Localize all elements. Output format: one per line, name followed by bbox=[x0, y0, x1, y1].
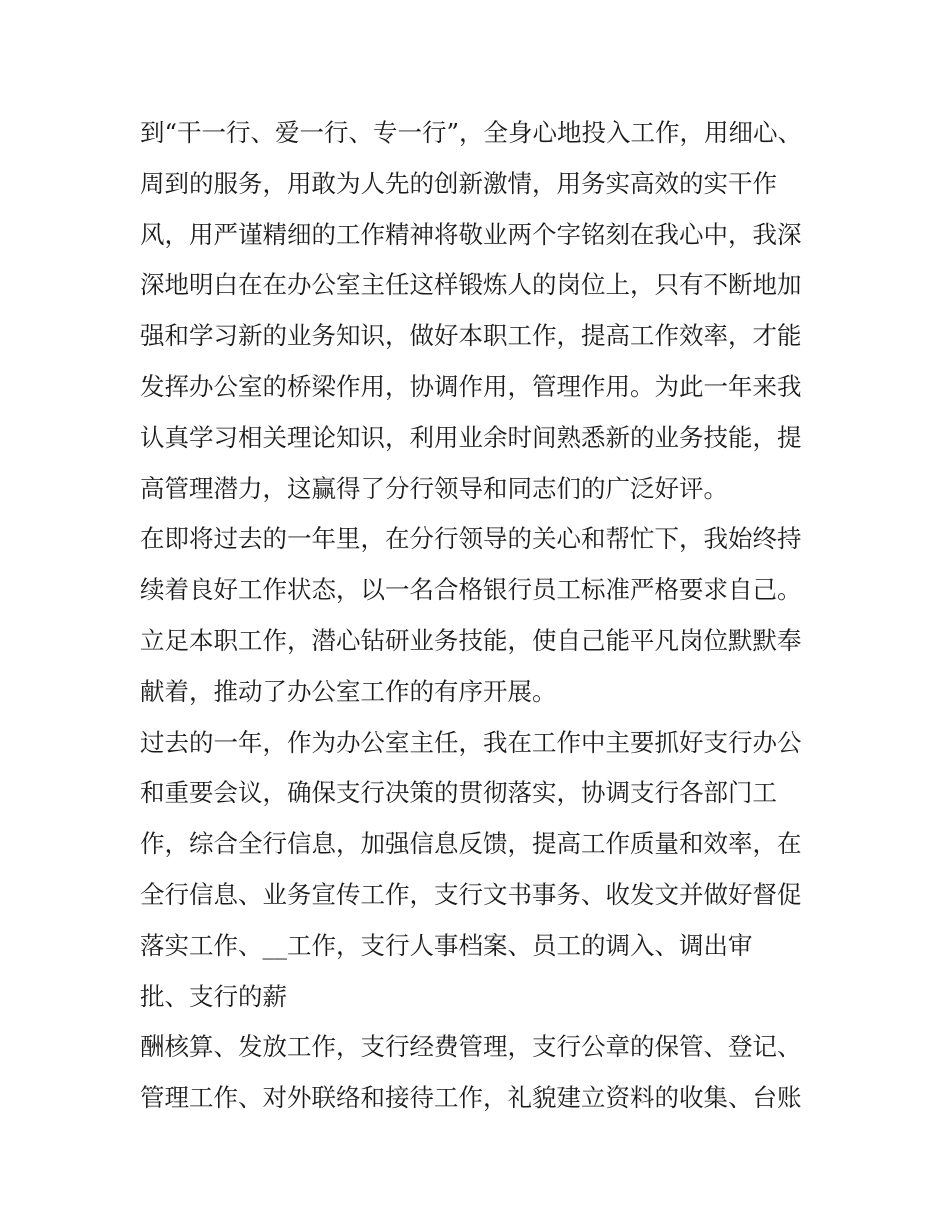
text-line: 风，用严谨精细的工作精神将敬业两个字铭刻在我心中，我深 bbox=[140, 219, 802, 249]
text-line: 立足本职工作，潜心钻研业务技能，使自己能平凡岗位默默奉 bbox=[140, 625, 802, 655]
text-line: 作，综合全行信息，加强信息反馈，提高工作质量和效率，在 bbox=[140, 829, 802, 859]
text-line: 管理工作、对外联络和接待工作，礼貌建立资料的收集、台账 bbox=[140, 1083, 802, 1113]
text-line: 在即将过去的一年里，在分行领导的关心和帮忙下，我始终持 bbox=[140, 524, 802, 554]
text-line: 强和学习新的业务知识，做好本职工作，提高工作效率，才能 bbox=[140, 321, 802, 351]
text-line: 发挥办公室的桥梁作用，协调作用，管理作用。为此一年来我 bbox=[140, 371, 802, 401]
text-line: 过去的一年，作为办公室主任，我在工作中主要抓好支行办公 bbox=[140, 727, 802, 757]
text-line: 落实工作、__工作，支行人事档案、员工的调入、调出审 bbox=[140, 930, 753, 960]
text-line: 高管理潜力，这赢得了分行领导和同志们的广泛好评。 bbox=[140, 473, 728, 503]
text-line: 认真学习相关理论知识，利用业余时间熟悉新的业务技能，提 bbox=[140, 422, 802, 452]
text-line: 续着良好工作状态，以一名合格银行员工标准严格要求自己。 bbox=[140, 575, 802, 605]
text-line: 深地明白在在办公室主任这样锻炼人的岗位上，只有不断地加 bbox=[140, 270, 802, 300]
text-line: 周到的服务，用敢为人先的创新激情，用务实高效的实干作 bbox=[140, 168, 777, 198]
text-line: 和重要会议，确保支行决策的贯彻落实，协调支行各部门工 bbox=[140, 778, 777, 808]
text-line: 献着，推动了办公室工作的有序开展。 bbox=[140, 676, 557, 706]
text-line: 到“干一行、爱一行、专一行”，全身心地投入工作，用细心、 bbox=[140, 118, 803, 147]
text-line: 全行信息、业务宣传工作，支行文书事务、收发文并做好督促 bbox=[140, 879, 802, 909]
text-line: 酬核算、发放工作，支行经费管理，支行公章的保管、登记、 bbox=[140, 1032, 802, 1062]
text-line: 批、支行的薪 bbox=[140, 981, 287, 1011]
body-text bbox=[140, 108, 820, 1124]
